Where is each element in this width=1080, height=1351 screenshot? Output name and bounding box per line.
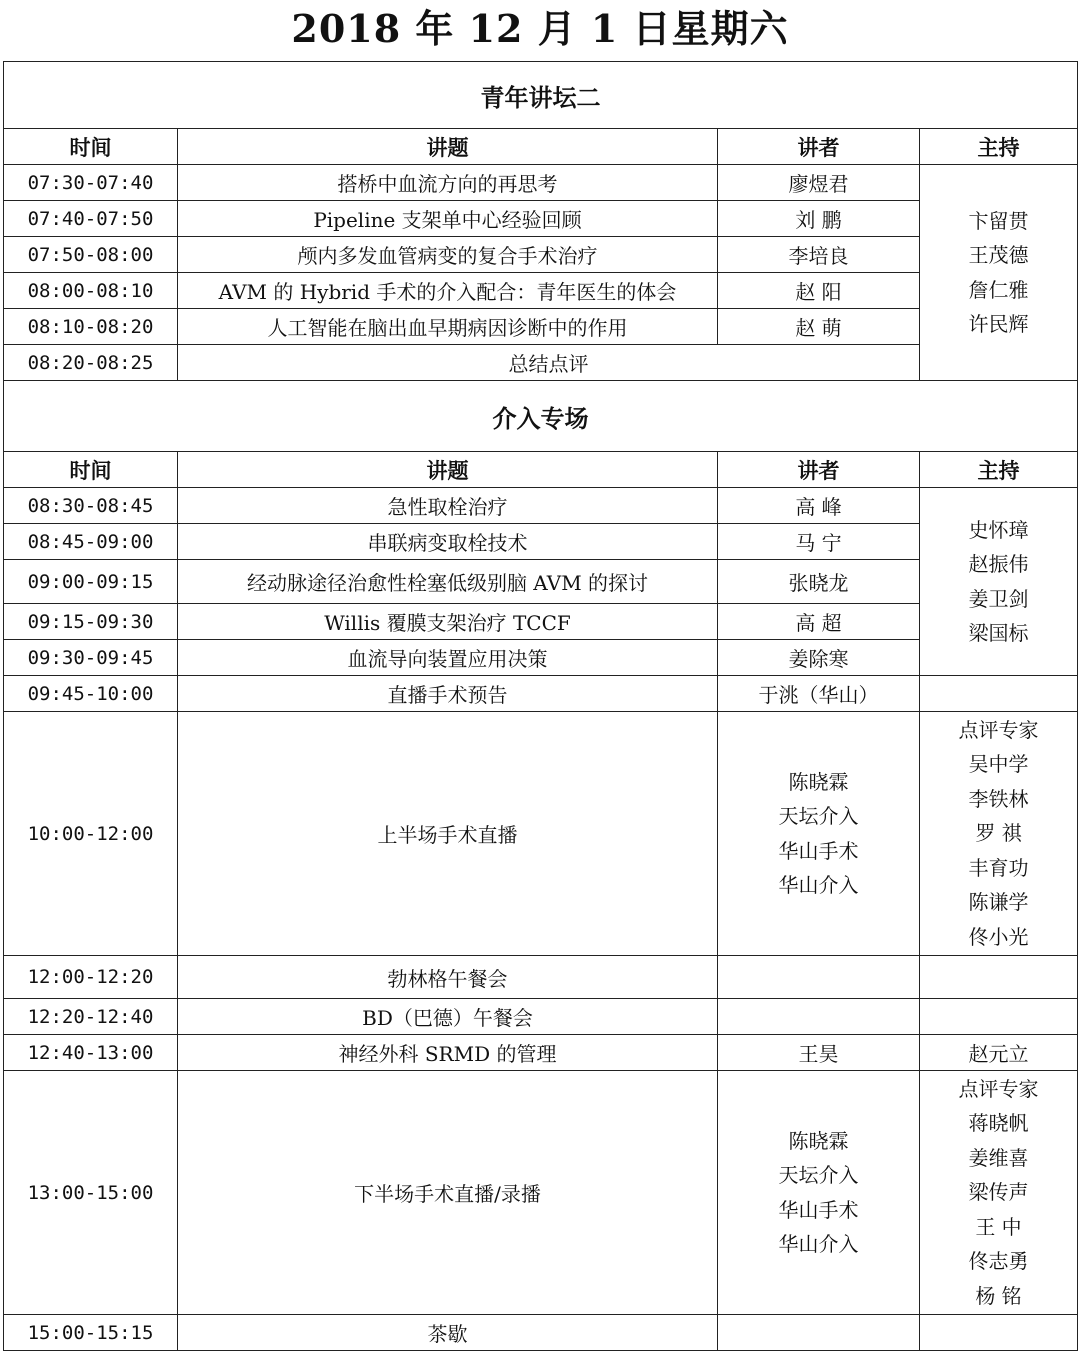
topic-cell: AVM 的 Hybrid 手术的介入配合：青年医生的体会	[178, 273, 718, 309]
host-cell	[920, 165, 1078, 381]
session-title: 介入专场	[4, 381, 1078, 452]
speaker-cell: 于洮（华山）	[718, 676, 920, 712]
table-row	[4, 345, 1078, 381]
table-row	[4, 309, 1078, 345]
topic-cell: 搭桥中血流方向的再思考	[178, 165, 718, 201]
topic-cell: 直播手术预告	[178, 676, 718, 712]
topic-cell: 神经外科 SRMD 的管理	[178, 1035, 718, 1071]
speaker-cell	[718, 712, 920, 956]
speaker-cell	[718, 999, 920, 1035]
table-row	[4, 1035, 1078, 1071]
table-row	[4, 1315, 1078, 1351]
header-row	[4, 452, 1078, 488]
topic-cell: Willis 覆膜支架治疗 TCCF	[178, 604, 718, 640]
expert-name: 罗 祺	[975, 821, 1022, 846]
host-cell	[920, 1315, 1078, 1351]
host-name: 梁国标	[968, 621, 1029, 645]
speaker-cell: 高 超	[718, 604, 920, 640]
schedule-table	[3, 61, 1078, 1351]
summary-cell: 总结点评	[178, 345, 920, 381]
host-cell	[920, 488, 1078, 676]
table-row	[4, 999, 1078, 1035]
speaker-cell: 廖煜君	[718, 165, 920, 201]
expert-label: 点评专家	[958, 717, 1039, 742]
time-cell: 12:00-12:20	[4, 956, 178, 999]
time-cell: 15:00-15:15	[4, 1315, 178, 1351]
topic-cell: 茶歇	[178, 1315, 718, 1351]
header-host: 主持	[920, 129, 1078, 165]
time-cell: 08:00-08:10	[4, 273, 178, 309]
speaker-cell: 赵 阳	[718, 273, 920, 309]
speaker-cell: 姜除寒	[718, 640, 920, 676]
speaker-cell	[718, 956, 920, 999]
expert-label: 点评专家	[958, 1076, 1039, 1101]
expert-name: 蒋晓帆	[968, 1111, 1029, 1136]
header-host: 主持	[920, 452, 1078, 488]
time-cell: 10:00-12:00	[4, 712, 178, 956]
host-cell: 赵元立	[920, 1035, 1078, 1071]
speaker-name: 华山介入	[778, 1232, 859, 1256]
host-name: 詹仁雅	[968, 277, 1029, 302]
time-cell: 09:45-10:00	[4, 676, 178, 712]
expert-name: 梁传声	[968, 1180, 1029, 1205]
speaker-cell: 马 宁	[718, 524, 920, 560]
speaker-cell: 王昊	[718, 1035, 920, 1071]
time-cell: 07:40-07:50	[4, 201, 178, 237]
time-cell: 07:50-08:00	[4, 237, 178, 273]
time-cell: 12:20-12:40	[4, 999, 178, 1035]
header-topic: 讲题	[178, 129, 718, 165]
host-name: 卞留贯	[968, 208, 1029, 233]
session-title: 青年讲坛二	[4, 62, 1078, 129]
header-time: 时间	[4, 452, 178, 488]
speaker-name: 陈晓霖	[788, 769, 849, 794]
topic-cell: 串联病变取栓技术	[178, 524, 718, 560]
host-name: 赵振伟	[968, 552, 1029, 576]
expert-name: 杨 铭	[975, 1283, 1022, 1308]
host-cell	[920, 999, 1078, 1035]
topic-cell: Pipeline 支架单中心经验回顾	[178, 201, 718, 237]
topic-cell: 下半场手术直播/录播	[178, 1071, 718, 1315]
host-name: 史怀璋	[968, 517, 1029, 542]
time-cell: 12:40-13:00	[4, 1035, 178, 1071]
time-cell: 08:10-08:20	[4, 309, 178, 345]
expert-name: 王 中	[975, 1214, 1022, 1239]
session-title-row	[4, 62, 1078, 129]
table-row	[4, 273, 1078, 309]
expert-name: 姜维喜	[968, 1145, 1029, 1170]
topic-cell: 人工智能在脑出血早期病因诊断中的作用	[178, 309, 718, 345]
topic-cell: 勃林格午餐会	[178, 956, 718, 999]
header-speaker: 讲者	[718, 452, 920, 488]
session-title-row	[4, 381, 1078, 452]
time-cell: 08:30-08:45	[4, 488, 178, 524]
speaker-name: 华山介入	[778, 873, 859, 897]
expert-name: 李铁林	[968, 786, 1029, 811]
host-name: 姜卫剑	[968, 586, 1029, 611]
expert-name: 佟小光	[968, 924, 1029, 949]
host-cell	[920, 676, 1078, 712]
topic-cell: 上半场手术直播	[178, 712, 718, 956]
topic-cell: 颅内多发血管病变的复合手术治疗	[178, 237, 718, 273]
time-cell: 08:20-08:25	[4, 345, 178, 381]
table-row	[4, 524, 1078, 560]
expert-cell	[920, 1071, 1078, 1315]
speaker-cell: 赵 萌	[718, 309, 920, 345]
speaker-name: 华山手术	[778, 838, 859, 863]
topic-cell: 经动脉途径治愈性栓塞低级别脑 AVM 的探讨	[178, 560, 718, 604]
speaker-name: 华山手术	[778, 1197, 859, 1222]
time-cell: 07:30-07:40	[4, 165, 178, 201]
speaker-cell: 张晓龙	[718, 560, 920, 604]
header-row	[4, 129, 1078, 165]
topic-cell: BD（巴德）午餐会	[178, 999, 718, 1035]
speaker-cell	[718, 1315, 920, 1351]
topic-cell: 急性取栓治疗	[178, 488, 718, 524]
speaker-cell	[718, 1071, 920, 1315]
host-name: 王茂德	[968, 243, 1029, 267]
time-cell: 13:00-15:00	[4, 1071, 178, 1315]
table-row	[4, 676, 1078, 712]
host-cell	[920, 956, 1078, 999]
speaker-cell: 李培良	[718, 237, 920, 273]
page-title: 2018 年 12 月 1 日星期六	[291, 6, 789, 51]
speaker-cell: 高 峰	[718, 488, 920, 524]
table-row	[4, 201, 1078, 237]
speaker-name: 陈晓霖	[788, 1128, 849, 1153]
table-row	[4, 488, 1078, 524]
table-row	[4, 237, 1078, 273]
time-cell: 09:30-09:45	[4, 640, 178, 676]
topic-cell: 血流导向装置应用决策	[178, 640, 718, 676]
expert-name: 丰育功	[968, 855, 1029, 880]
table-row	[4, 1071, 1078, 1315]
expert-cell	[920, 712, 1078, 956]
header-topic: 讲题	[178, 452, 718, 488]
time-cell: 09:15-09:30	[4, 604, 178, 640]
table-row	[4, 560, 1078, 604]
table-row	[4, 604, 1078, 640]
time-cell: 08:45-09:00	[4, 524, 178, 560]
table-row	[4, 165, 1078, 201]
expert-name: 吴中学	[968, 752, 1029, 777]
expert-name: 陈谦学	[968, 890, 1029, 915]
expert-name: 佟志勇	[968, 1249, 1029, 1274]
speaker-name: 天坛介入	[778, 1163, 859, 1187]
table-row	[4, 640, 1078, 676]
header-speaker: 讲者	[718, 129, 920, 165]
speaker-name: 天坛介入	[778, 804, 859, 828]
table-row	[4, 956, 1078, 999]
speaker-cell: 刘 鹏	[718, 201, 920, 237]
table-row	[4, 712, 1078, 956]
header-time: 时间	[4, 129, 178, 165]
time-cell: 09:00-09:15	[4, 560, 178, 604]
host-name: 许民辉	[968, 312, 1029, 336]
